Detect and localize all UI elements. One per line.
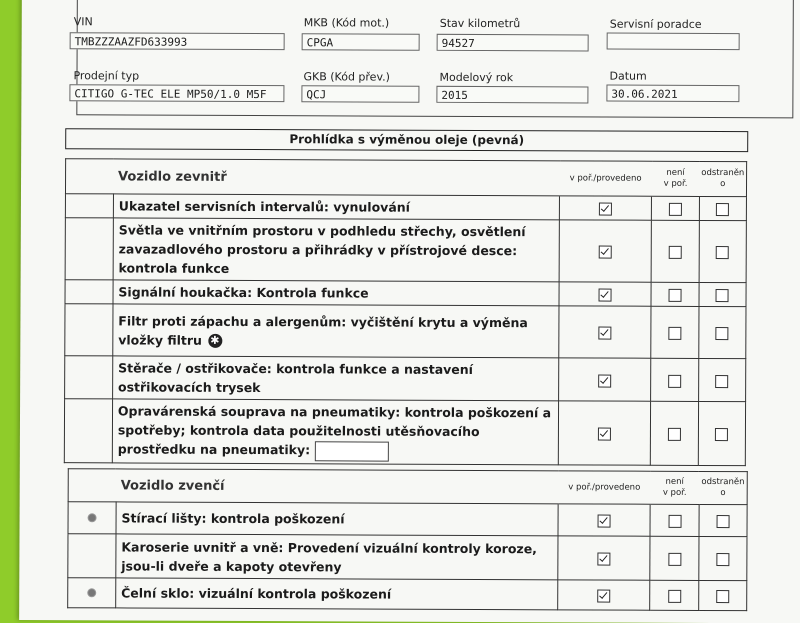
- done-checkbox[interactable]: [597, 553, 610, 566]
- not-ok-checkbox[interactable]: [669, 203, 682, 216]
- year-field[interactable]: 2015: [436, 86, 588, 104]
- row-marker: [65, 280, 113, 304]
- interior-header-row: [65, 159, 746, 197]
- fixed-checkbox[interactable]: [716, 327, 729, 340]
- row-marker: [65, 304, 113, 356]
- table-row: [65, 280, 746, 307]
- item-text: Světla ve vnitřním prostoru v podhledu střechy, osvětlení zavazadlového prostoru a přihrádky v přístrojové desce: kontrola funkce: [113, 218, 560, 282]
- not-ok-checkbox[interactable]: [668, 515, 681, 528]
- done-checkbox[interactable]: [599, 203, 612, 216]
- inspection-title: Prohlídka s výměnou oleje (pevná): [65, 128, 748, 152]
- advisor-field[interactable]: [607, 33, 740, 51]
- item-text: Stírací lišty: kontrola poškození: [116, 502, 558, 536]
- advisor-label: Servisní poradce: [609, 17, 702, 31]
- fixed-checkbox[interactable]: [716, 203, 729, 216]
- year-label: Modelový rok: [439, 70, 514, 85]
- exterior-header-row: [68, 469, 747, 505]
- row-marker: [65, 194, 113, 218]
- done-checkbox[interactable]: [598, 374, 611, 387]
- col-fixed-header: odstraněn o: [699, 161, 746, 196]
- item-text: Ukazatel servisních intervalů: vynulování: [113, 194, 559, 220]
- date-label: Datum: [609, 69, 647, 83]
- not-ok-checkbox[interactable]: [668, 590, 681, 603]
- table-row: [68, 502, 747, 537]
- mkb-field[interactable]: CPGA: [302, 33, 420, 51]
- vin-label: VIN: [73, 15, 93, 29]
- not-ok-checkbox[interactable]: [668, 374, 681, 387]
- fixed-checkbox[interactable]: [717, 515, 730, 528]
- done-checkbox[interactable]: [598, 327, 611, 340]
- done-checkbox[interactable]: [599, 246, 612, 259]
- vin-field[interactable]: TMBZZZAAZFD633993: [70, 32, 285, 50]
- gkb-field[interactable]: QCJ: [301, 85, 419, 103]
- item-text: Čelní sklo: vizuální kontrola poškození: [116, 578, 558, 610]
- fixed-checkbox[interactable]: [716, 289, 729, 302]
- km-field[interactable]: 94527: [437, 34, 589, 52]
- interior-title: Vozidlo zevnitř: [65, 159, 559, 196]
- not-ok-checkbox[interactable]: [668, 553, 681, 566]
- fixed-checkbox[interactable]: [716, 590, 729, 603]
- bullet-icon: [88, 513, 97, 522]
- row-marker: [68, 578, 116, 608]
- item-text: Signální houkačka: Kontrola funkce: [113, 280, 559, 306]
- fixed-checkbox[interactable]: [716, 375, 729, 388]
- fixed-checkbox[interactable]: [716, 246, 729, 259]
- fixed-checkbox[interactable]: [715, 428, 728, 441]
- item-text: Stěrače / ostřikovače: kontrola funkce a nastavení ostřikovacích trysek: [112, 356, 558, 401]
- table-row: [64, 399, 745, 465]
- expiry-date-input[interactable]: [314, 441, 388, 461]
- exterior-section: [67, 468, 748, 611]
- document-page: [19, 0, 800, 623]
- exterior-title: Vozidlo zvenčí: [68, 469, 558, 504]
- table-row: [68, 534, 747, 581]
- table-row: [68, 578, 747, 611]
- bullet-icon: [87, 588, 96, 597]
- table-row: [65, 356, 746, 402]
- row-marker: [68, 534, 116, 578]
- row-marker: [68, 502, 116, 534]
- interior-section: [64, 158, 747, 465]
- table-row: [65, 218, 746, 283]
- not-ok-checkbox[interactable]: [669, 289, 682, 302]
- table-row: [65, 304, 746, 359]
- km-label: Stav kilometrů: [439, 16, 521, 31]
- date-field[interactable]: 30.06.2021: [606, 85, 739, 103]
- not-ok-checkbox[interactable]: [669, 246, 682, 259]
- table-row: [65, 194, 746, 221]
- not-ok-checkbox[interactable]: [668, 428, 681, 441]
- item-text-with-icon: Filtr proti zápachu a alergenům: vyčištění krytu a výměna vložky filtru ✱: [113, 304, 559, 358]
- done-checkbox[interactable]: [599, 289, 612, 302]
- done-checkbox[interactable]: [598, 427, 611, 440]
- col-not-ok-header: není v poř.: [652, 161, 700, 196]
- filter-icon: ✱: [208, 334, 222, 348]
- type-label: Prodejní typ: [73, 69, 140, 83]
- fixed-checkbox[interactable]: [716, 553, 729, 566]
- col-done-header: v poř./provedeno: [558, 471, 650, 504]
- row-marker: [65, 218, 113, 280]
- type-field[interactable]: CITIGO G-TEC ELE MP50/1.0 M5F: [69, 84, 284, 102]
- col-fixed-header: odstraněn o: [699, 471, 747, 504]
- row-marker: [64, 399, 112, 463]
- done-checkbox[interactable]: [597, 590, 610, 603]
- not-ok-checkbox[interactable]: [668, 327, 681, 340]
- col-done-header: v poř./provedeno: [560, 161, 652, 196]
- mkb-label: MKB (Kód mot.): [303, 16, 390, 30]
- col-not-ok-header: není v poř.: [650, 471, 699, 504]
- item-text-with-input: Opravárenská souprava na pneumatiky: kontrola poškození a spotřeby; kontrola data použitelnosti utěsňovacího prostředku na pneumatiky:: [112, 399, 559, 464]
- item-text: Karoserie uvnitř a vně: Provedení vizuální kontroly koroze, jsou-li dveře a kapoty otevřeny: [116, 534, 558, 580]
- gkb-label: GKB (Kód přev.): [303, 70, 390, 84]
- done-checkbox[interactable]: [598, 515, 611, 528]
- row-marker: [65, 356, 113, 399]
